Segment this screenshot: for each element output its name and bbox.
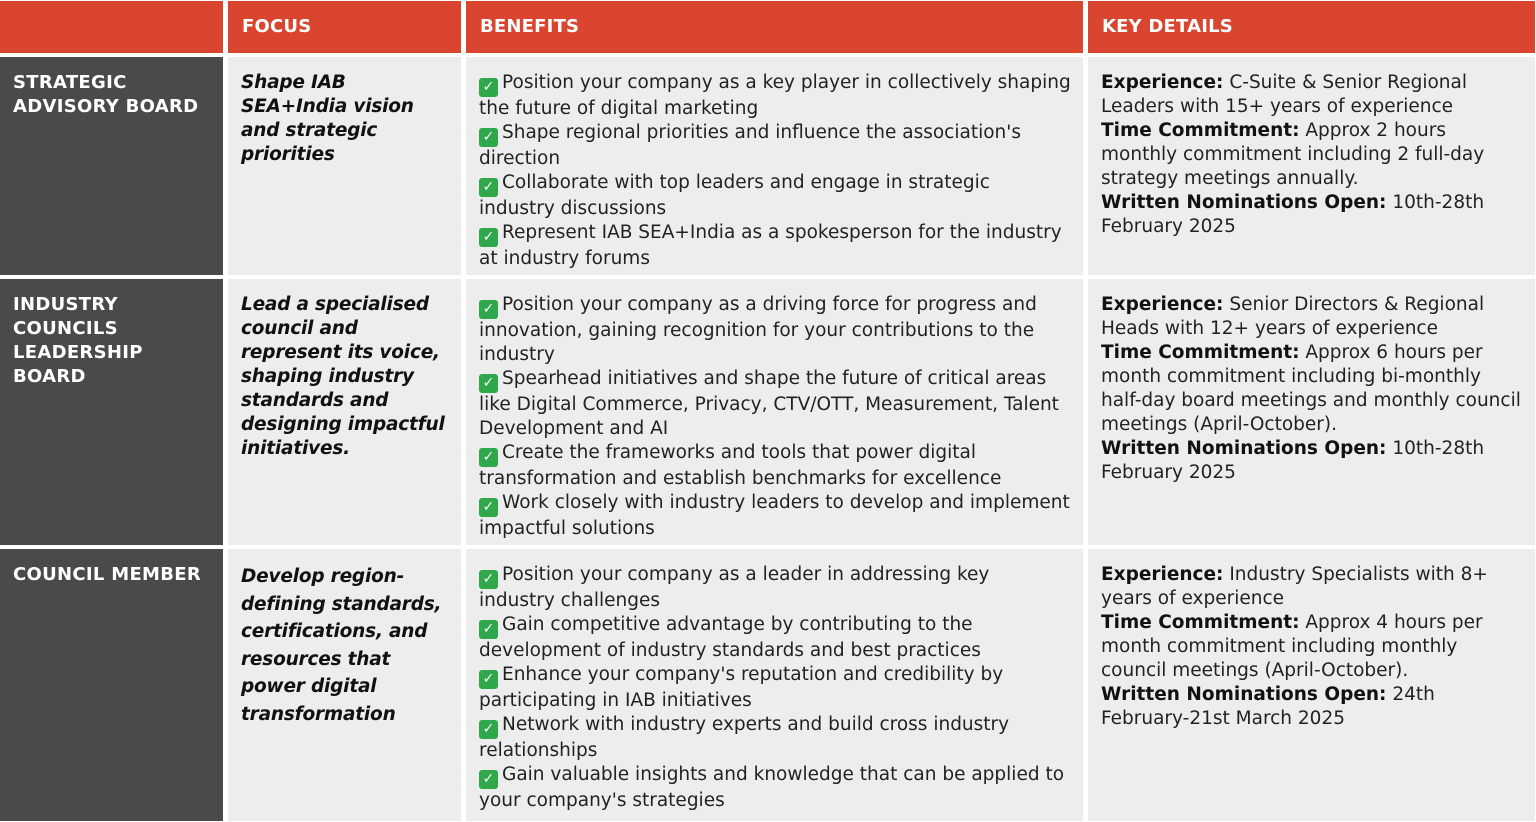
detail-experience: Experience: C-Suite & Senior Regional Leaders with 15+ years of experience	[1101, 72, 1467, 117]
row-label-strategic-advisory-board: STRATEGIC ADVISORY BOARD	[0, 57, 223, 275]
benefit-item: ✓ Network with industry experts and build cross industry relationships	[479, 714, 1010, 761]
benefit-item: ✓ Shape regional priorities and influence the association's direction	[479, 122, 1021, 169]
header-blank	[0, 1, 223, 53]
check-mark-icon: ✓	[479, 228, 498, 247]
benefit-item: ✓ Position your company as a leader in addressing key industry challenges	[479, 564, 990, 611]
benefits-industry-councils-leadership-board	[466, 279, 1083, 545]
benefit-item: ✓ Represent IAB SEA+India as a spokesperson for the industry at industry forums	[479, 222, 1062, 269]
row-label-industry-councils-leadership-board: INDUSTRY COUNCILS LEADERSHIP BOARD	[0, 279, 223, 545]
check-mark-icon: ✓	[479, 770, 498, 789]
detail-nominations: Written Nominations Open: 10th-28th February 2025	[1101, 192, 1485, 237]
benefit-item: ✓ Position your company as a driving force for progress and innovation, gaining recognition for your contributions to the industry	[479, 294, 1037, 365]
detail-nominations: Written Nominations Open: 24th February-21st March 2025	[1101, 684, 1435, 729]
check-mark-icon: ✓	[479, 78, 498, 97]
benefit-item: ✓ Collaborate with top leaders and engage in strategic industry discussions	[479, 172, 990, 219]
check-mark-icon: ✓	[479, 720, 498, 739]
benefit-item: ✓ Work closely with industry leaders to develop and implement impactful solutions	[479, 492, 1070, 539]
detail-time-commitment: Time Commitment: Approx 6 hours per month commitment including bi-monthly half-day board meetings and monthly council meetings (April-October).	[1101, 342, 1521, 435]
detail-time-commitment: Time Commitment: Approx 2 hours monthly commitment including 2 full-day strategy meetings annually.	[1101, 120, 1485, 189]
detail-experience: Experience: Industry Specialists with 8+ years of experience	[1101, 564, 1488, 609]
details-industry-councils-leadership-board	[1088, 279, 1535, 545]
benefits-strategic-advisory-board	[466, 57, 1083, 275]
benefit-item: ✓ Gain competitive advantage by contributing to the development of industry standards and best practices	[479, 614, 981, 661]
benefit-item: ✓ Gain valuable insights and knowledge that can be applied to your company's strategies	[479, 764, 1065, 811]
detail-experience: Experience: Senior Directors & Regional Heads with 12+ years of experience	[1101, 294, 1485, 339]
row-label-council-member: COUNCIL MEMBER	[0, 549, 223, 821]
benefit-item: ✓ Create the frameworks and tools that power digital transformation and establish benchmarks for excellence	[479, 442, 1002, 489]
check-mark-icon: ✓	[479, 570, 498, 589]
check-mark-icon: ✓	[479, 498, 498, 517]
focus-industry-councils-leadership-board: Lead a specialised council and represent its voice, shaping industry standards and designing impactful initiatives.	[228, 279, 461, 545]
benefit-item: ✓ Position your company as a key player in collectively shaping the future of digital marketing	[479, 72, 1071, 119]
header-key-details: KEY DETAILS	[1088, 1, 1535, 53]
header-benefits: BENEFITS	[466, 1, 1083, 53]
detail-time-commitment: Time Commitment: Approx 4 hours per month commitment including monthly council meetings (April-October).	[1101, 612, 1483, 681]
benefits-council-member	[466, 549, 1083, 821]
check-mark-icon: ✓	[479, 178, 498, 197]
benefit-item: ✓ Enhance your company's reputation and credibility by participating in IAB initiatives	[479, 664, 1004, 711]
header-focus: FOCUS	[228, 1, 461, 53]
check-mark-icon: ✓	[479, 620, 498, 639]
check-mark-icon: ✓	[479, 448, 498, 467]
benefit-item: ✓ Spearhead initiatives and shape the future of critical areas like Digital Commerce, Privacy, CTV/OTT, Measurement, Talent Development and AI	[479, 368, 1059, 439]
check-mark-icon: ✓	[479, 374, 498, 393]
details-council-member	[1088, 549, 1535, 821]
focus-council-member: Develop region-defining standards, certifications, and resources that power digital transformation	[228, 549, 461, 821]
focus-strategic-advisory-board: Shape IAB SEA+India vision and strategic priorities	[228, 57, 461, 275]
check-mark-icon: ✓	[479, 670, 498, 689]
detail-nominations: Written Nominations Open: 10th-28th February 2025	[1101, 438, 1485, 483]
check-mark-icon: ✓	[479, 128, 498, 147]
details-strategic-advisory-board	[1088, 57, 1535, 275]
check-mark-icon: ✓	[479, 300, 498, 319]
